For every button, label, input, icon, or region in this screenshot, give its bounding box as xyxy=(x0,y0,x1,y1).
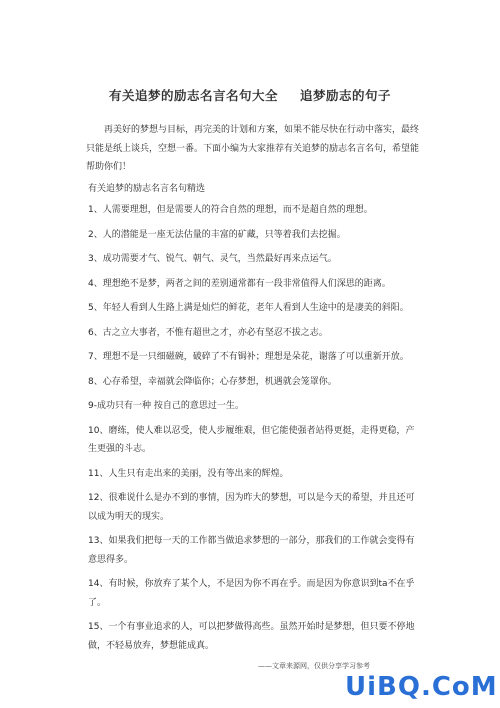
quote-item: 13、如果我们把每一天的工作都当做追求梦想的一部分，那我们的工作就会变得有意思得多。 xyxy=(88,536,415,565)
quote-item: 5、年轻人看到人生路上满是灿烂的鲜花，老年人看到人生途中的是凄美的斜阳。 xyxy=(88,303,409,313)
document-body xyxy=(86,121,419,661)
quote-item: 7、理想不是一只细磁碗，破碎了不有锔补；理想是朵花，谢落了可以重新开放。 xyxy=(88,352,409,362)
quote-item: 1、人需要理想，但是需要人的符合自然的理想，而不是超自然的理想。 xyxy=(88,205,373,215)
intro-paragraph: 再美好的梦想与目标，再完美的计划和方案，如果不能尽快在行动中落实，最终只能是纸上谈兵，空想一番。下面小编为大家推荐有关追梦的励志名言名句，希望能帮助你们！ xyxy=(86,125,420,172)
quote-item: 8、心存希望，幸福就会降临你；心存梦想，机遇就会笼罩你。 xyxy=(88,376,337,387)
title-right: 追梦励志的句子 xyxy=(300,88,392,103)
site-watermark: UiBQ.CoM xyxy=(345,672,498,702)
quote-item: 6、古之立大事者，不惟有超世之才，亦必有坚忍不拔之志。 xyxy=(88,327,328,338)
source-note: ——文章来源网，仅供分享学习参考 xyxy=(258,662,370,670)
quote-item: 4、理想绝不是梦，两者之间的差别通常都有一段非常值得人们深思的距离。 xyxy=(88,278,391,289)
quote-item: 2、人的潜能是一座无法估量的丰富的矿藏，只等着我们去挖掘。 xyxy=(88,229,346,240)
document-title xyxy=(0,86,500,104)
quote-item: 10、磨练，使人难以忍受，使人步履维艰，但它能使强者站得更挺，走得更稳，产生更强的斗志。 xyxy=(88,425,415,454)
title-left: 有关追梦的励志名言名句大全 xyxy=(108,88,278,103)
quote-item: 12、很难说什么是办不到的事情，因为昨大的梦想，可以是今天的希望，并且还可以成为明天的现实。 xyxy=(88,493,415,522)
quote-item: 11、人生只有走出来的美丽，没有等出来的辉煌。 xyxy=(88,468,289,479)
quote-item: 15、一个有事业追求的人，可以把梦做得高些。虽然开始时是梦想，但只要不停地做，不轻易放弃，梦想能成真。 xyxy=(88,622,415,651)
section-subheading: 有关追梦的励志名言名句精选 xyxy=(88,183,206,194)
quote-item: 14、有时候，你放弃了某个人，不是因为你不再在乎。而是因为你意识到ta不在乎了。 xyxy=(88,579,415,608)
quote-item: 3、成功需要才气、锐气、朝气、灵气，当然最好再来点运气。 xyxy=(88,254,337,264)
quote-item: 9-成功只有一种 按自己的意思过一生。 xyxy=(88,401,244,411)
